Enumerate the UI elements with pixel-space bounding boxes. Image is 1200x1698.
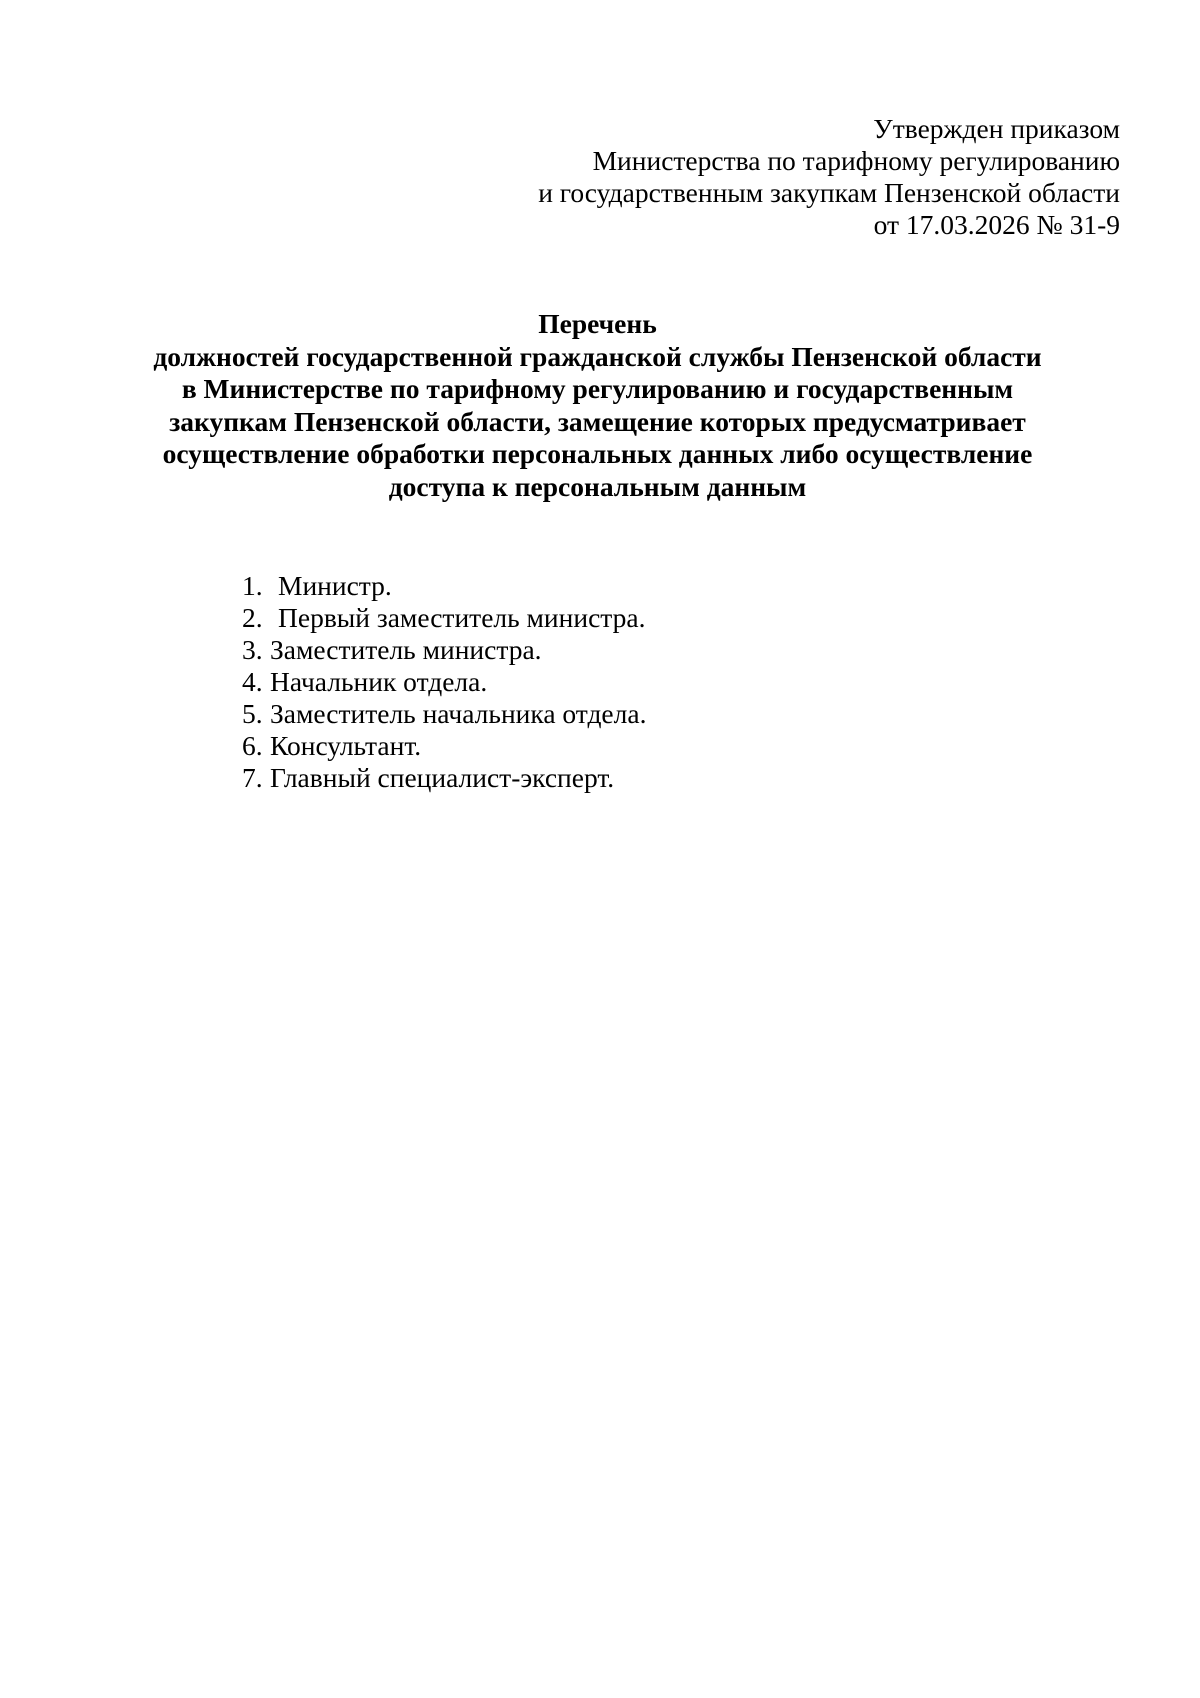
item-text: Консультант.	[270, 730, 422, 761]
approval-line: и государственным закупкам Пензенской области	[538, 177, 1120, 208]
positions-list	[242, 570, 646, 794]
list-item	[242, 730, 646, 762]
list-item	[242, 634, 646, 666]
item-text: Министр.	[278, 570, 392, 601]
approval-date-number: от 17.03.2026 № 31-9	[873, 209, 1120, 240]
list-item	[242, 602, 646, 634]
title-heading: Перечень	[538, 308, 657, 339]
title-line: осуществление обработки персональных данных либо осуществление	[162, 438, 1033, 469]
approval-line: Министерства по тарифному регулированию	[592, 145, 1120, 176]
item-number: 5.	[242, 698, 263, 729]
document-title	[140, 308, 1055, 503]
item-text: Главный специалист-эксперт.	[270, 762, 615, 793]
list-item	[242, 570, 646, 602]
item-number: 1.	[242, 570, 263, 601]
item-number: 7.	[242, 762, 263, 793]
item-number: 6.	[242, 730, 263, 761]
item-number: 3.	[242, 634, 263, 665]
title-line: в Министерстве по тарифному регулированию и государственным	[181, 373, 1014, 404]
title-line: доступа к персональным данным	[388, 470, 807, 502]
item-text: Первый заместитель министра.	[278, 602, 646, 633]
title-line: закупкам Пензенской области, замещение которых предусматривает	[169, 405, 1026, 437]
title-line: должностей государственной гражданской службы Пензенской области	[153, 340, 1042, 372]
list-item	[242, 698, 646, 730]
list-item	[242, 666, 646, 698]
item-number: 2.	[242, 602, 263, 633]
approval-stamp-block	[420, 113, 1120, 241]
item-text: Заместитель начальника отдела.	[270, 698, 647, 729]
item-text: Начальник отдела.	[270, 666, 488, 697]
item-text: Заместитель министра.	[270, 634, 542, 665]
list-item	[242, 762, 646, 794]
approval-line: Утвержден приказом	[873, 113, 1120, 144]
item-number: 4.	[242, 666, 263, 697]
